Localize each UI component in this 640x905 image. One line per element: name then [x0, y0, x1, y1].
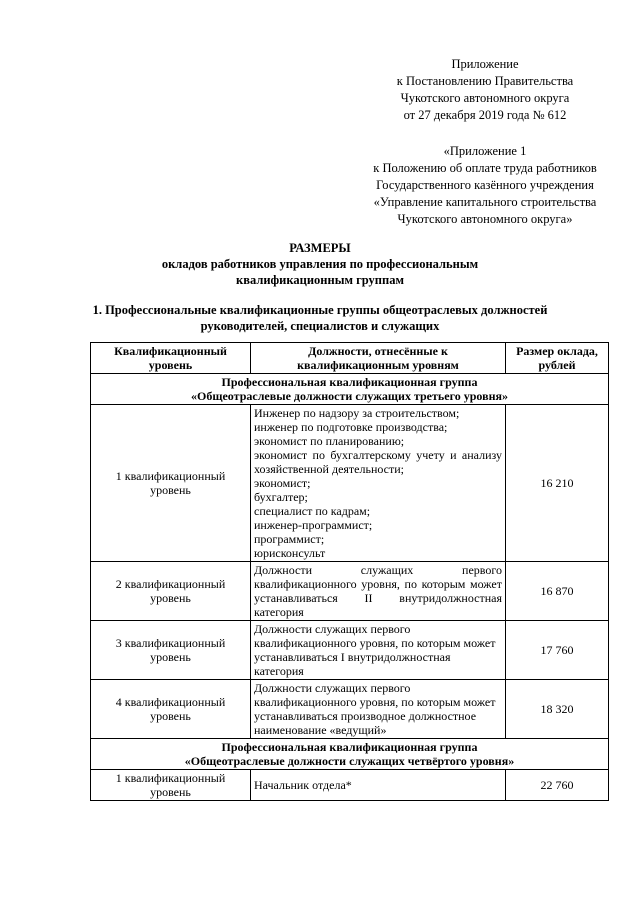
- group-line: «Общеотраслевые должности служащих четвёртого уровня»: [184, 754, 515, 768]
- positions-cell: Должности служащих первого квалификационного уровня, по которым может устанавливаться II внутридолжностная категория: [251, 562, 506, 621]
- position-item: экономист по планированию;: [254, 434, 405, 448]
- table-row: [91, 405, 609, 562]
- group-row: [91, 374, 609, 405]
- appendix-line: от 27 декабря 2019 года № 612: [403, 108, 567, 122]
- table-row: [91, 680, 609, 739]
- group-line: Профессиональная квалификационная группа: [221, 740, 478, 754]
- position-item: экономист по бухгалтерскому учету и анализу хозяйственной деятельности;: [254, 448, 502, 476]
- group-header-fourth-level: [91, 739, 609, 770]
- position-item: Инженер по надзору за строительством;: [254, 406, 460, 420]
- group-line: Профессиональная квалификационная группа: [221, 375, 478, 389]
- table-row: [91, 562, 609, 621]
- table-header-row: [91, 343, 609, 374]
- appendix-line: Чукотского автономного округа: [400, 91, 570, 105]
- position-item: бухгалтер;: [254, 490, 308, 504]
- title-text: РАЗМЕРЫ: [289, 241, 351, 255]
- position-item: юрисконсульт: [254, 546, 326, 560]
- subtitle-line: окладов работников управления по профессиональным: [161, 257, 479, 271]
- group-header-third-level: [91, 374, 609, 405]
- appendix-line: к Постановлению Правительства: [396, 74, 574, 88]
- section-heading-line: руководителей, специалистов и служащих: [200, 319, 440, 333]
- salary-cell: 16 870: [506, 562, 609, 621]
- appendix-1-line: «Управление капитального строительства: [373, 195, 597, 209]
- positions-cell: Должности служащих первого квалификационного уровня, по которым может устанавливаться I внутридолжностная категория: [251, 621, 506, 680]
- level-cell: 2 квалификационный уровень: [91, 562, 251, 621]
- level-cell: 3 квалификационный уровень: [91, 621, 251, 680]
- position-item: программист;: [254, 532, 325, 546]
- header-salary: Размер оклада, рублей: [506, 343, 609, 374]
- position-item: инженер-программист;: [254, 518, 373, 532]
- level-cell: 1 квалификационный уровень: [91, 770, 251, 801]
- table-row: [91, 621, 609, 680]
- level-cell: 1 квалификационный уровень: [91, 405, 251, 562]
- appendix-1-line: Государственного казённого учреждения: [376, 178, 594, 192]
- appendix-1-line: Чукотского автономного округа»: [397, 212, 573, 226]
- section-heading: [0, 302, 640, 334]
- header-level: Квалификационный уровень: [91, 343, 251, 374]
- group-line: «Общеотраслевые должности служащих третьего уровня»: [191, 389, 508, 403]
- section-heading-line: 1. Профессиональные квалификационные группы общеотраслевых должностей: [92, 303, 548, 317]
- position-item: экономист;: [254, 476, 311, 490]
- appendix-header: [394, 56, 576, 124]
- salary-cell: 18 320: [506, 680, 609, 739]
- salary-table: [90, 342, 609, 801]
- salary-cell: 22 760: [506, 770, 609, 801]
- header-positions: Должности, отнесённые к квалификационным уровням: [251, 343, 506, 374]
- position-item: специалист по кадрам;: [254, 504, 371, 518]
- positions-cell: Должности служащих первого квалификационного уровня, по которым может устанавливаться производное должностное наименование «ведущий»: [251, 680, 506, 739]
- appendix-line: Приложение: [451, 57, 519, 71]
- level-cell: 4 квалификационный уровень: [91, 680, 251, 739]
- positions-cell: [251, 405, 506, 562]
- document-subtitle: [0, 256, 640, 288]
- appendix-1-line: «Приложение 1: [443, 144, 527, 158]
- table-row: [91, 770, 609, 801]
- position-item: инженер по подготовке производства;: [254, 420, 448, 434]
- salary-cell: 17 760: [506, 621, 609, 680]
- appendix-1-line: к Положению об оплате труда работников: [373, 161, 597, 175]
- positions-cell: Начальник отдела*: [251, 770, 506, 801]
- subtitle-line: квалификационным группам: [236, 273, 404, 287]
- salary-cell: 16 210: [506, 405, 609, 562]
- group-row: [91, 739, 609, 770]
- document-title: [0, 240, 640, 256]
- appendix-1-header: [356, 143, 614, 228]
